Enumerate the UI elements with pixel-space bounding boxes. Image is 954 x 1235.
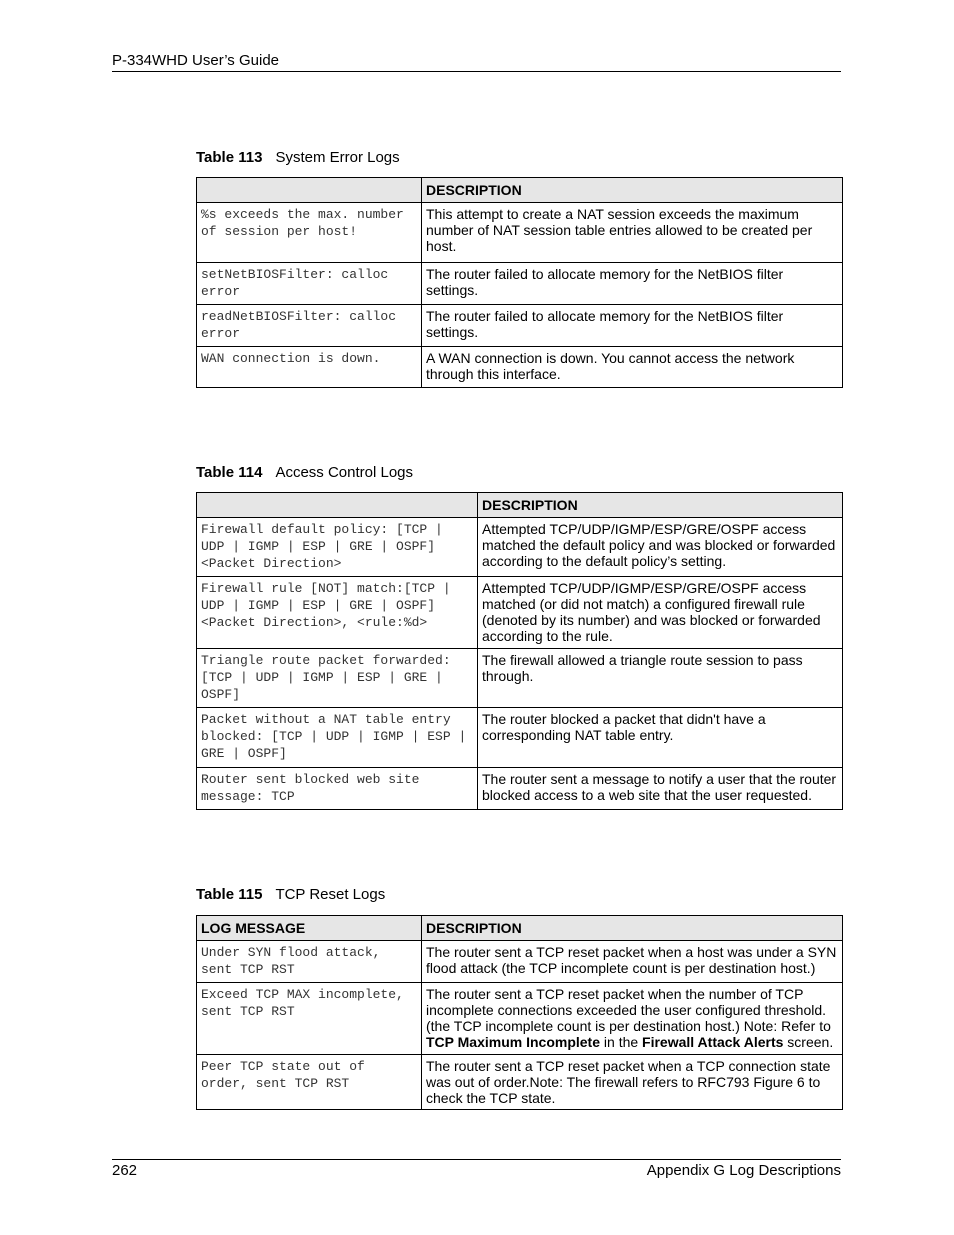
table-row [197, 649, 843, 708]
table-115-caption [196, 886, 385, 903]
table-title: Access Control Logs [275, 464, 414, 481]
table-row [197, 768, 843, 810]
log-description: The router sent a message to notify a user that the router blocked access to a web site that the user requested. [478, 768, 843, 810]
description-emphasis: Firewall Attack Alerts [642, 1034, 784, 1050]
table-header-row [197, 178, 843, 203]
page-number: 262 [112, 1162, 138, 1179]
description-emphasis: TCP Maximum Incomplete [426, 1034, 601, 1050]
footer-section-title: Appendix G Log Descriptions [646, 1162, 841, 1179]
table-header-row [197, 493, 843, 518]
log-message: Exceed TCP MAX incomplete, sent TCP RST [197, 983, 422, 1055]
log-message: Under SYN flood attack, sent TCP RST [197, 941, 422, 983]
log-description: Attempted TCP/UDP/IGMP/ESP/GRE/OSPF access matched (or did not match) a configured firewall rule (denoted by its number) and was blocked or forwarded according to the rule. [478, 577, 843, 649]
log-description: Attempted TCP/UDP/IGMP/ESP/GRE/OSPF access matched the default policy and was blocked or forwarded according to the default policy’s setting. [478, 518, 843, 577]
table-row [197, 577, 843, 649]
table-row [197, 305, 843, 347]
table-number: Table 114 [196, 464, 263, 481]
table-row [197, 203, 843, 263]
column-header-log-message: LOG MESSAGE [197, 916, 422, 941]
header-rule [112, 71, 841, 72]
log-message: setNetBIOSFilter: calloc error [197, 263, 422, 305]
description-text: screen. [783, 1034, 834, 1050]
footer-rule [112, 1159, 841, 1160]
running-header: P-334WHD User’s Guide [112, 52, 279, 69]
log-description: The firewall allowed a triangle route session to pass through. [478, 649, 843, 708]
log-message: Router sent blocked web site message: TCP [197, 768, 478, 810]
log-description: The router sent a TCP reset packet when a TCP connection state was out of order.Note: The firewall refers to RFC793 Figure 6 to check the TCP state. [422, 1055, 843, 1110]
log-message: readNetBIOSFilter: calloc error [197, 305, 422, 347]
table-row [197, 518, 843, 577]
access-control-logs-table [196, 492, 843, 810]
description-text: in the [600, 1034, 643, 1050]
table-row [197, 1055, 843, 1110]
table-number: Table 115 [196, 886, 263, 903]
log-message: WAN connection is down. [197, 347, 422, 388]
log-description: The router failed to allocate memory for the NetBIOS filter settings. [422, 263, 843, 305]
table-row [197, 941, 843, 983]
table-row [197, 983, 843, 1055]
table-114-caption [196, 464, 413, 481]
column-header-description: DESCRIPTION [422, 916, 843, 941]
log-description: This attempt to create a NAT session exceeds the maximum number of NAT session table entries allowed to be created per host. [422, 203, 843, 263]
log-description: The router failed to allocate memory for the NetBIOS filter settings. [422, 305, 843, 347]
table-header-row [197, 916, 843, 941]
log-message: Triangle route packet forwarded: [TCP | UDP | IGMP | ESP | GRE | OSPF] [197, 649, 478, 708]
system-error-logs-table [196, 177, 843, 388]
log-message: Firewall default policy: [TCP | UDP | IGMP | ESP | GRE | OSPF] <Packet Direction> [197, 518, 478, 577]
column-header-log-message [197, 178, 422, 203]
log-description [422, 983, 843, 1055]
log-description: A WAN connection is down. You cannot access the network through this interface. [422, 347, 843, 388]
table-row [197, 708, 843, 768]
table-title: System Error Logs [275, 149, 400, 166]
table-row [197, 263, 843, 305]
log-description: The router blocked a packet that didn't have a corresponding NAT table entry. [478, 708, 843, 768]
tcp-reset-logs-table [196, 915, 843, 1110]
table-number: Table 113 [196, 149, 263, 166]
log-description: The router sent a TCP reset packet when a host was under a SYN flood attack (the TCP incomplete count is per destination host.) [422, 941, 843, 983]
table-row [197, 347, 843, 388]
log-message: Packet without a NAT table entry blocked: [TCP | UDP | IGMP | ESP | GRE | OSPF] [197, 708, 478, 768]
log-message: Firewall rule [NOT] match:[TCP | UDP | IGMP | ESP | GRE | OSPF] <Packet Direction>, <rule:%d> [197, 577, 478, 649]
log-message: Peer TCP state out of order, sent TCP RST [197, 1055, 422, 1110]
table-113-caption [196, 149, 400, 166]
log-message: %s exceeds the max. number of session per host! [197, 203, 422, 263]
column-header-log-message [197, 493, 478, 518]
description-text: The router sent a TCP reset packet when the number of TCP incomplete connections exceeded the user configured threshold. (the TCP incomplete count is per destination host.) Note: Refer to [426, 986, 831, 1034]
table-title: TCP Reset Logs [275, 886, 386, 903]
column-header-description: DESCRIPTION [422, 178, 843, 203]
column-header-description: DESCRIPTION [478, 493, 843, 518]
